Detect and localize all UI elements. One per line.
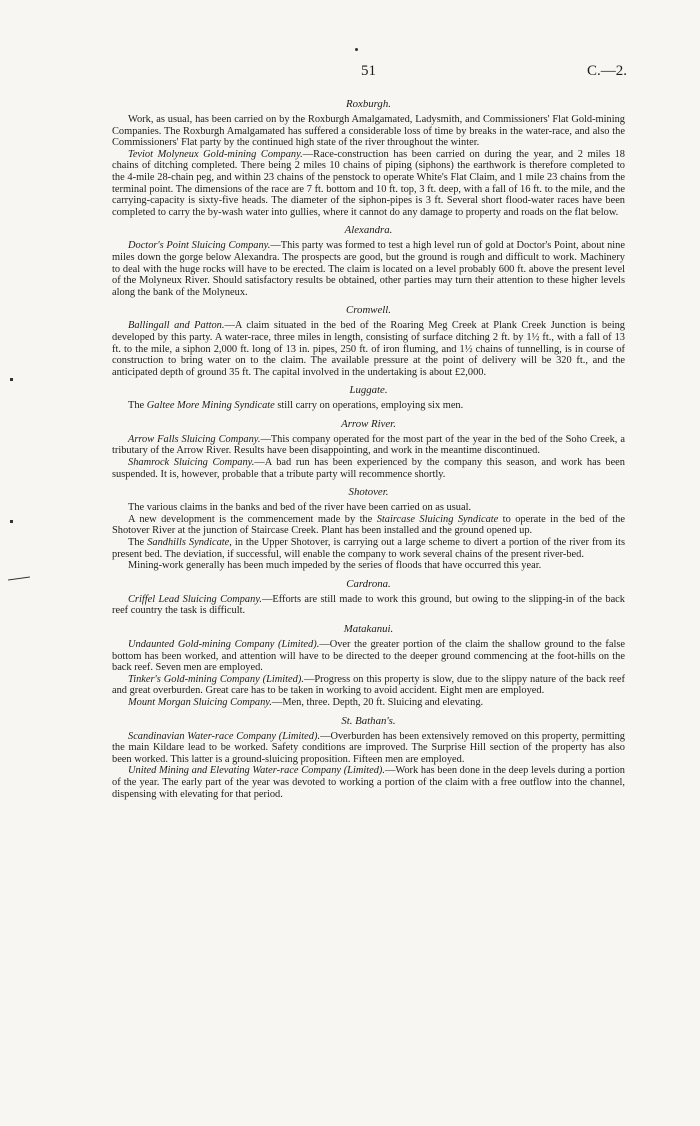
section-heading: Matakanui.	[343, 623, 394, 635]
company-name: Mount Morgan Sluicing Company.	[128, 696, 272, 708]
paragraph-prefix: The	[128, 400, 147, 412]
section-heading: Luggate.	[349, 384, 388, 397]
margin-tick	[10, 520, 13, 523]
paragraph	[112, 731, 625, 766]
section-heading: St. Bathan's.	[341, 714, 396, 727]
paragraph-text: —Progress on this property is slow, due to the slippy nature of the back reef and great overburden. Great care has to be taken in working to avoid accident. Eight men are employed.	[112, 673, 625, 697]
paragraph-text: —Men, three. Depth, 20 ft. Sluicing and elevating.	[271, 696, 484, 708]
company-name: Staircase Sluicing Syndicate	[376, 513, 499, 525]
page-header	[112, 63, 627, 88]
paragraph	[112, 537, 625, 560]
paragraph-text: Work, as usual, has been carried on by the Roxburgh Amalgamated, Ladysmith, and Commissioners' Flat Gold-mining Companies. The Roxburgh Amalgamated has suffered a considerable loss of time by breaks in the water-race, and also the Commissioners' Flat party by the continued high state of the river throughout the winter.	[112, 114, 625, 149]
section	[112, 623, 625, 709]
company-name: Teviot Molyneux Gold-mining Company.	[128, 148, 303, 160]
company-name: Criffel Lead Sluicing Company.	[128, 593, 262, 605]
paragraph-prefix: The	[128, 537, 148, 549]
paragraph	[112, 149, 625, 219]
paragraph	[112, 457, 625, 480]
company-name: Tinker's Gold-mining Company (Limited).	[128, 673, 304, 685]
paragraph-text: Mining-work generally has been much impeded by the series of floods that have occurred this year.	[128, 560, 542, 572]
paragraph-text: —This party was formed to test a high level run of gold at Doctor's Point, about nine miles down the gorge below Alexandra. The prospects are good, but the ground is rough and difficult to work. Machinery to deal with the huge rocks will have to be erected. The claim is located on a level probably 600 ft. above the present level of the Molyneux River. Should satisfactory results be obtained, other parties may turn their attention to these higher levels along the bank of the Molyneux.	[112, 240, 625, 298]
section	[112, 578, 625, 617]
paragraph-text: , in the Upper Shotover, is carrying out a large scheme to divert a portion of the river from its present bed. The deviation, if successful, will enable the company to work several chains of the present river-bed.	[112, 537, 625, 560]
paragraph	[112, 697, 625, 709]
company-name: Scandinavian Water-race Company (Limited).	[128, 730, 321, 742]
paragraph	[112, 639, 625, 674]
paragraph-text: —Race-construction has been carried on during the year, and 2 miles 18 chains of ditching completed. There being 2 miles 10 chains of piping (siphons) the earthwork is therefore completed to the 4-mile 28-chain peg, and within 23 chains of the penstock to operate White's Flat Claim, and 1 mile 23 chains from the terminal point. The dimensions of the race are 7 ft. bottom and 10 ft. top, 3 ft. deep, with a fall of 16 ft. to the mile, and the carrying-capacity is sixty-five heads. The diameter of the siphon-pipes is 3 ft. Several short flood-water races have been completed to carry the by-wash water into gullies, where it cannot do any damage to property and roads on the flat below.	[112, 148, 626, 218]
paragraph-text: —Work has been done in the deep levels during a portion of the year. The early part of the year was devoted to working a portion of the claim with a free outflow into the channel, dispensing with elevating for that period.	[112, 765, 625, 800]
margin-tick	[10, 378, 13, 381]
document-page	[112, 63, 627, 800]
section	[112, 486, 625, 572]
margin-dot	[355, 48, 358, 51]
section	[112, 715, 625, 801]
company-name: Ballingall and Patton.	[128, 320, 225, 332]
paragraph-text: —Over the greater portion of the claim the shallow ground to the false bottom has been worked, and attention will have to be directed to the deeper ground commencing at the foot-hills on the back reef. Seven men are employed.	[112, 639, 626, 674]
paragraph	[112, 514, 625, 537]
section-heading: Roxburgh.	[346, 98, 391, 110]
paragraph-text: —A claim situated in the bed of the Roaring Meg Creek at Plank Creek Junction is being developed by this party. A water-race, three miles in length, consisting of surface ditching 2 ft. by 1½ ft., with a fall of 13 ft. to the mile, a siphon 2,000 ft. long of 13 in. pipes, 250 ft. of iron fluming, and 1½ chains of tunnelling, is in course of construction to bring water on to the claim. The available pressure at the point of delivery will be 320 ft., and the anticipated depth of ground 35 ft. The capital involved in the undertaking is about £2,000.	[112, 320, 625, 378]
section	[112, 418, 625, 480]
paragraph	[112, 320, 625, 378]
paragraph	[112, 674, 625, 697]
section-heading: Shotover.	[348, 486, 389, 499]
report-sections	[112, 98, 625, 800]
margin-scribble	[8, 576, 30, 580]
paragraph-text: —Efforts are still made to work this ground, but owing to the slipping-in of the back reef country the task is difficult.	[112, 593, 625, 617]
section	[112, 224, 625, 298]
company-name: Undaunted Gold-mining Company (Limited).	[128, 639, 320, 650]
section-heading: Alexandra.	[344, 224, 393, 237]
company-name: United Mining and Elevating Water-race Company (Limited).	[128, 765, 385, 777]
paragraph-text: still carry on operations, employing six men.	[274, 400, 464, 412]
section	[112, 304, 625, 378]
section-heading: Cromwell.	[346, 304, 391, 317]
paragraph-text: —This company operated for the most part of the year in the bed of the Soho Creek, a tributary of the Arrow River. Results have been disappointing, and work in the meantime discontinued.	[112, 433, 626, 457]
paragraph-text: —Overburden has been extensively removed on this property, permitting the main Kildare lead to be worked. Safety conditions are improved. The Surprise Hill section of the property has also been worked. This latter is a ground-sluicing proposition. Fifteen men are employed.	[112, 730, 626, 765]
paragraph	[112, 240, 625, 298]
paragraph	[112, 400, 625, 412]
paragraph-text: to operate in the bed of the Shotover River at the junction of Staircase Creek. Plant has been installed and the ground opened up.	[112, 513, 625, 537]
document-reference: C.—2.	[586, 63, 627, 79]
paragraph	[112, 114, 625, 149]
paragraph-prefix: A new development is the commencement made by the	[128, 513, 377, 525]
section-heading: Arrow River.	[341, 417, 396, 430]
paragraph	[112, 765, 625, 800]
section-heading: Cardrona.	[346, 577, 391, 590]
paragraph	[112, 560, 625, 572]
section	[112, 98, 625, 218]
company-name: Sandhills Syndicate	[147, 537, 230, 549]
paragraph	[112, 502, 625, 514]
page-number: 51	[361, 63, 376, 79]
company-name: Galtee More Mining Syndicate	[146, 400, 275, 412]
company-name: Arrow Falls Sluicing Company.	[128, 433, 261, 445]
company-name: Doctor's Point Sluicing Company.	[128, 240, 271, 252]
paragraph	[112, 594, 625, 617]
paragraph	[112, 434, 625, 457]
company-name: Shamrock Sluicing Company.	[128, 457, 255, 469]
paragraph-text: The various claims in the banks and bed of the river have been carried on as usual.	[128, 502, 472, 514]
paragraph-text: —A bad run has been experienced by the company this season, and work has been suspended. It is, however, probable that a tribute party will recommence shortly.	[112, 457, 625, 480]
section	[112, 384, 625, 412]
